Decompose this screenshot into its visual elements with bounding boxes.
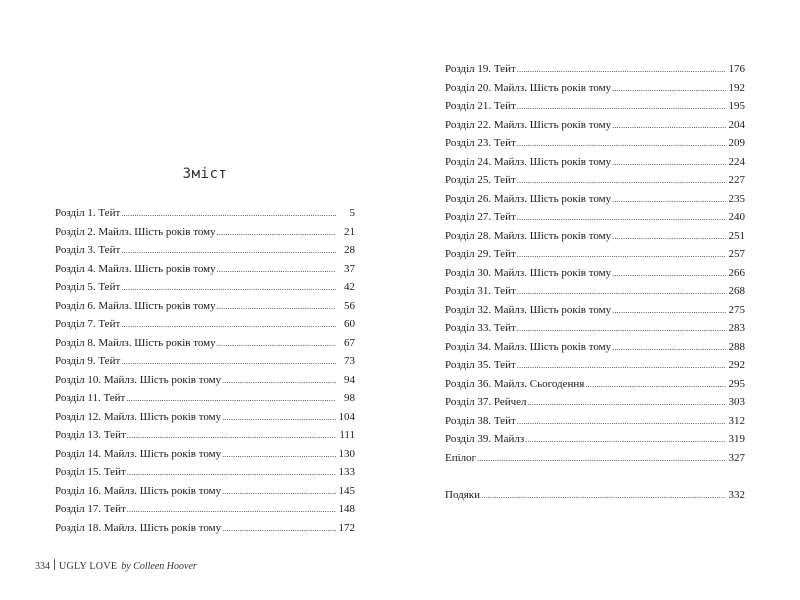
toc-entry [55, 426, 355, 445]
toc-entry [55, 204, 355, 223]
toc-entry [445, 208, 745, 227]
toc-entry-title: Розділ 17. Тейт [55, 503, 126, 515]
toc-entry-title: Розділ 21. Тейт [445, 100, 516, 112]
toc-entry-page: 209 [728, 137, 745, 149]
toc-entry-title: Розділ 26. Майлз. Шість років тому [445, 192, 612, 205]
toc-entry-page: 192 [728, 81, 745, 94]
toc-entry-title: Розділ 32. Майлз. Шість років тому [445, 303, 612, 316]
toc-entry-title: Розділ 28. Майлз. Шість років тому [445, 229, 612, 242]
dot-leader [528, 394, 726, 413]
toc-entry-title: Епілог [445, 451, 477, 464]
toc-entry-title: Розділ 19. Тейт [445, 63, 516, 75]
toc-entry [445, 116, 745, 135]
dot-leader [517, 172, 726, 191]
toc-entry-title: Розділ 38. Тейт [445, 414, 516, 427]
toc-entry-page: 251 [728, 229, 745, 242]
toc-entry-page: 319 [728, 433, 745, 445]
toc-entry-title: Розділ 12. Майлз. Шість років тому [55, 410, 222, 423]
toc-entry [55, 482, 355, 501]
toc-entry [55, 371, 355, 390]
toc-entry [445, 227, 745, 246]
toc-entry-title: Розділ 27. Тейт [445, 211, 516, 223]
dot-leader [222, 483, 336, 502]
toc-entry-title: Розділ 11. Тейт [55, 392, 126, 404]
toc-title: Зміст [182, 166, 228, 182]
toc-entry-page: 227 [728, 174, 745, 186]
toc-entry-page: 172 [338, 521, 355, 534]
toc-entry-page: 145 [338, 484, 355, 497]
dot-leader [612, 80, 726, 99]
book-author: by Colleen Hoover [121, 561, 197, 572]
toc-entry-page: 176 [728, 63, 745, 75]
dot-leader [517, 98, 726, 117]
toc-entry [445, 134, 745, 153]
toc-entry-title: Розділ 3. Тейт [55, 244, 121, 256]
toc-entry-page: 332 [728, 488, 745, 501]
dot-leader [612, 191, 726, 210]
dot-leader [121, 242, 336, 261]
toc-entry-title: Розділ 2. Майлз. Шість років тому [55, 225, 216, 238]
toc-entry-title: Розділ 23. Тейт [445, 137, 516, 149]
dot-leader [612, 339, 726, 358]
dot-leader [222, 520, 336, 539]
toc-entry-page: 295 [728, 377, 745, 390]
toc-entry-page: 130 [338, 447, 355, 460]
dot-leader [127, 501, 336, 520]
toc-entry [445, 430, 745, 449]
toc-entry [445, 449, 745, 468]
dot-leader [222, 372, 336, 391]
toc-entry [55, 297, 355, 316]
toc-entry [445, 79, 745, 98]
toc-entry [55, 334, 355, 353]
toc-entry-page: 37 [344, 262, 355, 275]
toc-entry-page: 292 [728, 359, 745, 371]
toc-entry-page: 104 [338, 410, 355, 423]
dot-leader [517, 246, 726, 265]
book-title: UGLY LOVE [59, 561, 118, 572]
dot-leader [127, 464, 336, 483]
toc-entry-title: Розділ 39. Майлз [445, 433, 525, 445]
toc-entry-page: 327 [728, 451, 745, 464]
toc-entry [445, 97, 745, 116]
toc-entry [55, 260, 355, 279]
toc-entry-title: Розділ 37. Рейчел [445, 396, 527, 408]
toc-entry-title: Розділ 31. Тейт [445, 285, 516, 297]
toc-entry-page: 60 [344, 318, 355, 330]
toc-entry-title: Розділ 30. Майлз. Шість років тому [445, 266, 612, 279]
dot-leader [525, 431, 726, 450]
toc-entry [445, 338, 745, 357]
toc-entry [445, 301, 745, 320]
toc-list-right [445, 60, 745, 504]
toc-entry [445, 356, 745, 375]
toc-entry [55, 445, 355, 464]
dot-leader [222, 409, 336, 428]
dot-leader [517, 357, 726, 376]
dot-leader [481, 487, 726, 506]
toc-entry-title: Розділ 8. Майлз. Шість років тому [55, 336, 216, 349]
toc-entry-page: 275 [728, 303, 745, 316]
dot-leader [517, 283, 726, 302]
toc-entry-title: Розділ 34. Майлз. Шість років тому [445, 340, 612, 353]
toc-entry-title: Розділ 36. Майлз. Сьогодення [445, 377, 585, 390]
toc-entry-page: 312 [728, 414, 745, 427]
toc-entry-page: 257 [728, 248, 745, 260]
right-page [400, 0, 800, 600]
dot-leader [217, 261, 336, 280]
toc-entry-page: 73 [344, 355, 355, 367]
toc-entry [445, 171, 745, 190]
toc-entry [55, 241, 355, 260]
toc-entry [55, 389, 355, 408]
toc-entry [55, 463, 355, 482]
toc-entry-title: Розділ 13. Тейт [55, 429, 126, 441]
dot-leader [612, 154, 726, 173]
toc-entry-title: Розділ 15. Тейт [55, 466, 126, 478]
dot-leader [217, 224, 336, 243]
toc-entry-page: 42 [344, 281, 355, 293]
toc-entry [445, 319, 745, 338]
toc-entry [445, 282, 745, 301]
toc-entry-title: Розділ 25. Тейт [445, 174, 516, 186]
toc-entry-title: Розділ 7. Тейт [55, 318, 121, 330]
dot-leader [121, 205, 336, 224]
toc-entry-title: Розділ 5. Тейт [55, 281, 121, 293]
folio-divider [54, 559, 55, 570]
toc-entry-page: 56 [344, 299, 355, 312]
dot-leader [222, 446, 336, 465]
toc-entry-title: Розділ 29. Тейт [445, 248, 516, 260]
toc-entry-title: Розділ 35. Тейт [445, 359, 516, 371]
page-footer [35, 559, 197, 572]
toc-entry-page: 303 [728, 396, 745, 408]
toc-spacer [445, 467, 745, 486]
page-number: 334 [35, 561, 50, 572]
toc-entry-page: 133 [338, 466, 355, 478]
toc-entry [445, 264, 745, 283]
toc-entry [55, 408, 355, 427]
dot-leader [612, 228, 726, 247]
dot-leader [517, 135, 726, 154]
toc-entry-page: 266 [728, 266, 745, 279]
toc-entry-page: 195 [728, 100, 745, 112]
toc-entry-page: 204 [728, 118, 745, 131]
toc-entry [55, 352, 355, 371]
toc-entry-page: 224 [728, 155, 745, 168]
toc-entry-title: Розділ 16. Майлз. Шість років тому [55, 484, 222, 497]
dot-leader [477, 450, 726, 469]
dot-leader [517, 209, 726, 228]
toc-entry [445, 393, 745, 412]
toc-entry-acknowledgements [445, 486, 745, 505]
toc-entry [55, 519, 355, 538]
toc-entry [55, 278, 355, 297]
toc-entry-title: Розділ 20. Майлз. Шість років тому [445, 81, 612, 94]
dot-leader [121, 279, 336, 298]
dot-leader [612, 117, 726, 136]
dot-leader [517, 320, 726, 339]
toc-entry [55, 500, 355, 519]
dot-leader [121, 353, 336, 372]
toc-list-left [55, 204, 355, 537]
toc-entry-page: 67 [344, 336, 355, 349]
dot-leader [517, 61, 726, 80]
toc-entry [445, 60, 745, 79]
toc-entry [55, 223, 355, 242]
toc-entry-page: 148 [338, 503, 355, 515]
toc-entry-page: 28 [344, 244, 355, 256]
toc-entry-page: 283 [728, 322, 745, 334]
dot-leader [121, 316, 336, 335]
toc-entry-title: Розділ 10. Майлз. Шість років тому [55, 373, 222, 386]
toc-entry-title: Розділ 24. Майлз. Шість років тому [445, 155, 612, 168]
toc-entry-page: 235 [728, 192, 745, 205]
dot-leader [517, 413, 726, 432]
toc-entry [55, 315, 355, 334]
toc-entry-page: 268 [728, 285, 745, 297]
dot-leader [612, 265, 726, 284]
toc-entry-page: 21 [344, 225, 355, 238]
toc-entry-page: 94 [344, 373, 355, 386]
toc-entry-page: 288 [728, 340, 745, 353]
toc-entry-page: 5 [349, 207, 355, 219]
dot-leader [217, 335, 336, 354]
toc-entry-page: 111 [339, 429, 355, 441]
dot-leader [612, 302, 726, 321]
toc-entry-title: Розділ 6. Майлз. Шість років тому [55, 299, 216, 312]
dot-leader [217, 298, 336, 317]
toc-entry-title: Розділ 14. Майлз. Шість років тому [55, 447, 222, 460]
toc-entry-title: Подяки [445, 488, 481, 501]
dot-leader [126, 390, 336, 409]
toc-entry [445, 190, 745, 209]
dot-leader [585, 376, 726, 395]
toc-entry [445, 245, 745, 264]
toc-entry-title: Розділ 9. Тейт [55, 355, 121, 367]
toc-entry-title: Розділ 22. Майлз. Шість років тому [445, 118, 612, 131]
toc-entry-title: Розділ 1. Тейт [55, 207, 121, 219]
toc-entry-title: Розділ 33. Тейт [445, 322, 516, 334]
toc-entry [445, 412, 745, 431]
toc-entry-title: Розділ 4. Майлз. Шість років тому [55, 262, 216, 275]
dot-leader [127, 427, 336, 446]
toc-entry-page: 240 [728, 211, 745, 223]
toc-entry [445, 375, 745, 394]
toc-entry-page: 98 [344, 392, 355, 404]
toc-entry [445, 153, 745, 172]
toc-entry-title: Розділ 18. Майлз. Шість років тому [55, 521, 222, 534]
